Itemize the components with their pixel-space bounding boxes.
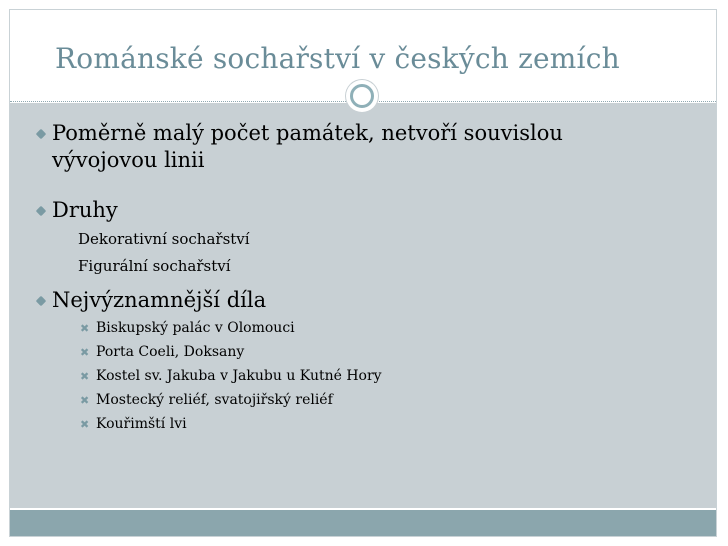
ring-inner <box>350 84 374 108</box>
x-mark-bullet-icon: ✖ <box>80 370 90 383</box>
sub-item-text: Mostecký reliéf, svatojiřský reliéf <box>96 392 333 408</box>
slide-title: Románské sochařství v českých zemích <box>55 42 620 75</box>
diamond-bullet-icon <box>36 206 47 217</box>
diamond-bullet-icon <box>36 296 47 307</box>
sub-item-text: Kouřimští lvi <box>96 416 187 432</box>
diamond-bullet-icon <box>36 129 47 140</box>
sub-item-text: Dekorativní sochařství <box>78 230 250 248</box>
bullet-text: Druhy <box>52 198 118 222</box>
x-mark-bullet-icon: ✖ <box>80 346 90 359</box>
bullet-text: Nejvýznamnější díla <box>52 288 267 312</box>
sub-item-text: Porta Coeli, Doksany <box>96 344 245 360</box>
sub-item-text: Figurální sochařství <box>78 257 231 275</box>
x-mark-bullet-icon: ✖ <box>80 418 90 431</box>
x-mark-bullet-icon: ✖ <box>80 394 90 407</box>
content-area <box>10 103 716 508</box>
sub-item-text: Biskupský palác v Olomouci <box>96 320 295 336</box>
footer-bar <box>10 510 716 536</box>
sub-item-text: Kostel sv. Jakuba v Jakubu u Kutné Hory <box>96 368 382 384</box>
ring-icon <box>346 80 378 112</box>
x-mark-bullet-icon: ✖ <box>80 322 90 335</box>
bullet-text-continued: vývojovou linii <box>52 148 205 172</box>
bullet-text: Poměrně malý počet památek, netvoří souvislou <box>52 121 563 145</box>
